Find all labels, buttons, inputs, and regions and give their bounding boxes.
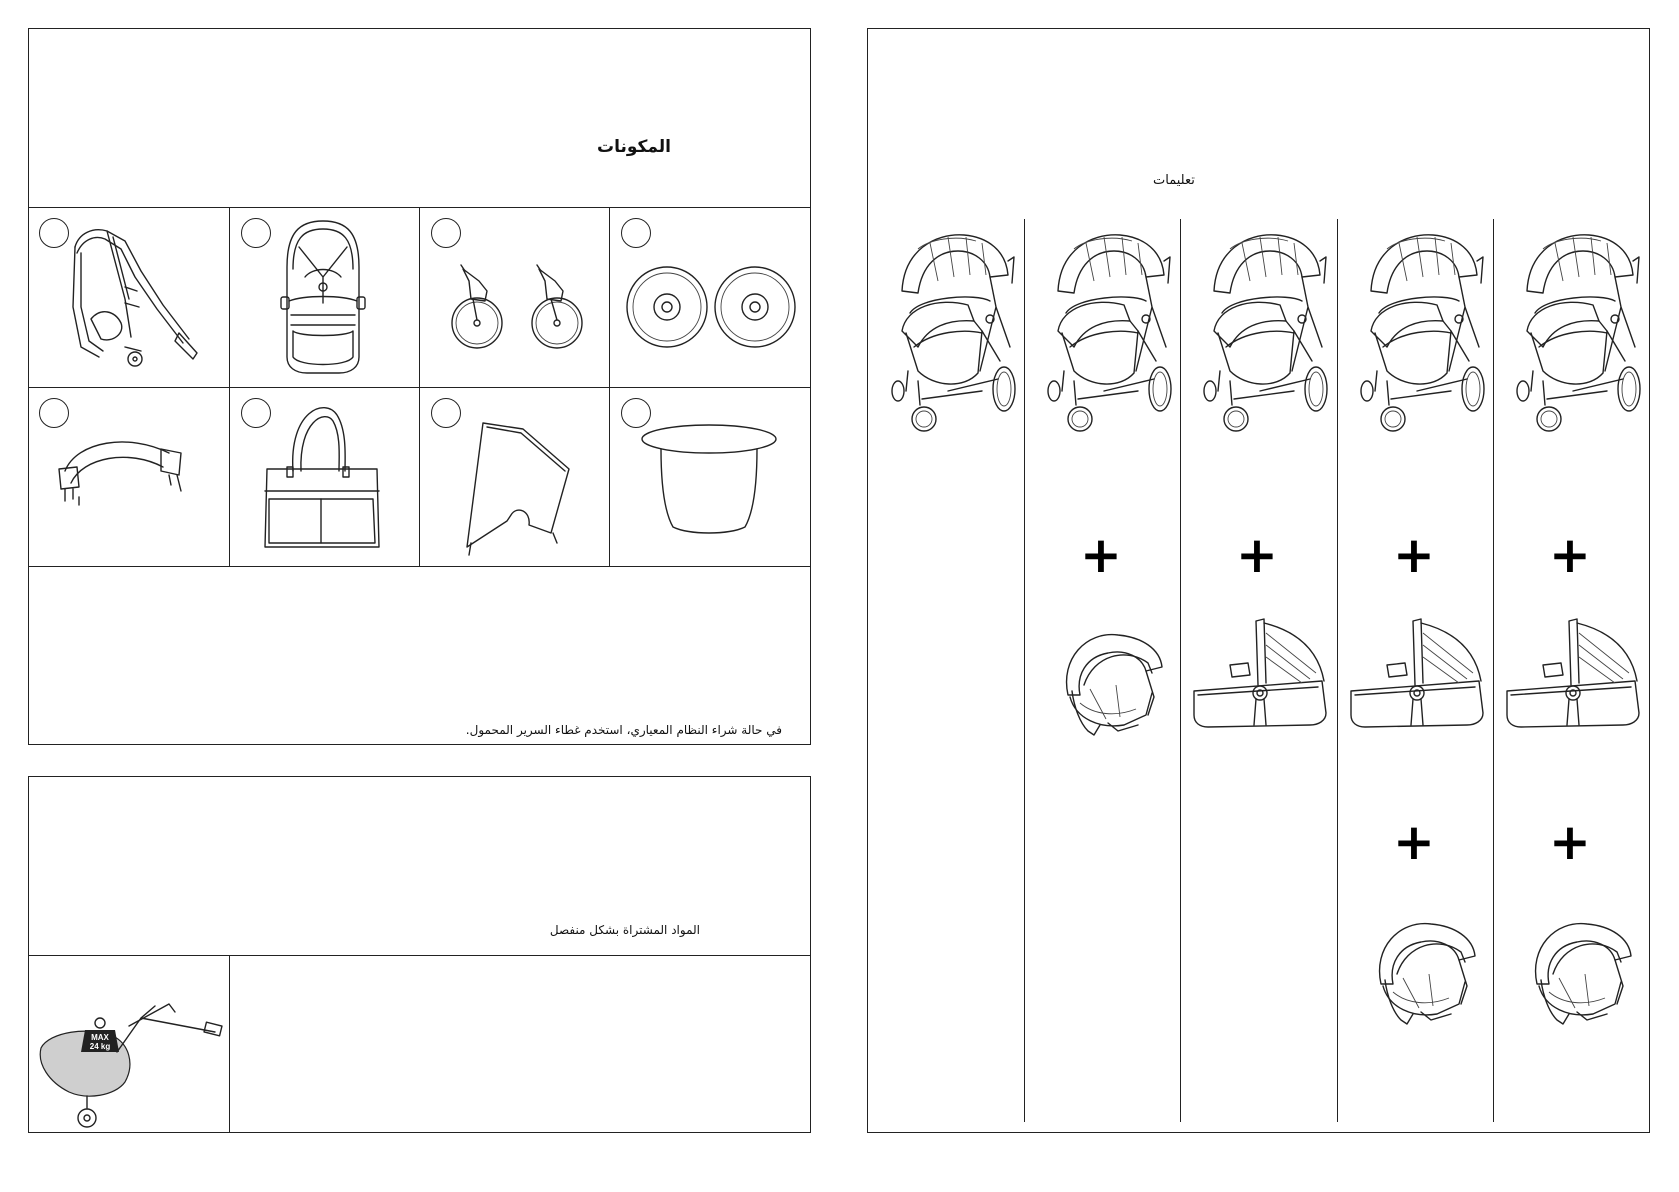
stroller-icon <box>1503 221 1653 441</box>
component-cell-frame <box>29 207 229 387</box>
stroller-frame-icon <box>29 207 229 387</box>
instruction-column <box>1337 29 1493 1132</box>
separately-panel <box>28 776 811 1133</box>
component-cell-rain-cover <box>419 387 609 566</box>
components-heading: المكونات <box>597 137 672 157</box>
carrycot-icon <box>1186 613 1336 733</box>
instruction-column <box>1493 29 1649 1132</box>
plus-sign: + <box>1236 526 1278 584</box>
components-grid-bottom-line <box>29 566 810 567</box>
stroller-icon <box>878 221 1028 441</box>
components-note: في حالة شراء النظام المعياري، استخدم غطاء السرير المحمول. <box>465 723 782 737</box>
component-cell-bag <box>229 387 419 566</box>
buggy-board-icon <box>29 956 229 1132</box>
stroller-seat-icon <box>229 207 419 387</box>
separately-heading: المواد المشتراة بشكل منفصل <box>549 923 700 937</box>
separately-vline <box>229 955 230 1132</box>
instructions-panel <box>867 28 1650 1133</box>
board-label-max: MAX <box>91 1033 109 1042</box>
stroller-icon <box>1347 221 1497 441</box>
changing-bag-icon <box>229 387 419 566</box>
plus-sign: + <box>1080 526 1122 584</box>
plus-sign: + <box>1393 813 1435 871</box>
component-cell-front-wheels <box>419 207 609 387</box>
car-seat-icon <box>1359 908 1489 1038</box>
bumper-bar-icon <box>29 387 229 566</box>
stroller-icon <box>1034 221 1184 441</box>
plus-sign: + <box>1549 526 1591 584</box>
board-label-weight: 24 kg <box>89 1042 111 1051</box>
instruction-column <box>868 29 1024 1132</box>
front-wheels-icon <box>419 207 609 387</box>
carrycot-icon <box>1499 613 1649 733</box>
component-cell-carrycot-cover <box>609 387 810 566</box>
rain-cover-icon <box>419 387 609 566</box>
components-panel <box>28 28 811 745</box>
carrycot-cover-icon <box>609 387 810 566</box>
instruction-column <box>1180 29 1336 1132</box>
instruction-column <box>1024 29 1180 1132</box>
buggy-board-cell <box>29 956 229 1132</box>
rear-wheels-icon <box>609 207 810 387</box>
car-seat-icon <box>1515 908 1645 1038</box>
component-cell-rear-wheels <box>609 207 810 387</box>
car-seat-icon <box>1046 619 1176 749</box>
plus-sign: + <box>1393 526 1435 584</box>
component-cell-bumper-bar <box>29 387 229 566</box>
instruction-columns <box>868 29 1649 1132</box>
plus-sign: + <box>1549 813 1591 871</box>
stroller-icon <box>1190 221 1340 441</box>
carrycot-icon <box>1343 613 1493 733</box>
instructions-heading: تعليمات <box>1153 173 1195 188</box>
component-cell-seat <box>229 207 419 387</box>
